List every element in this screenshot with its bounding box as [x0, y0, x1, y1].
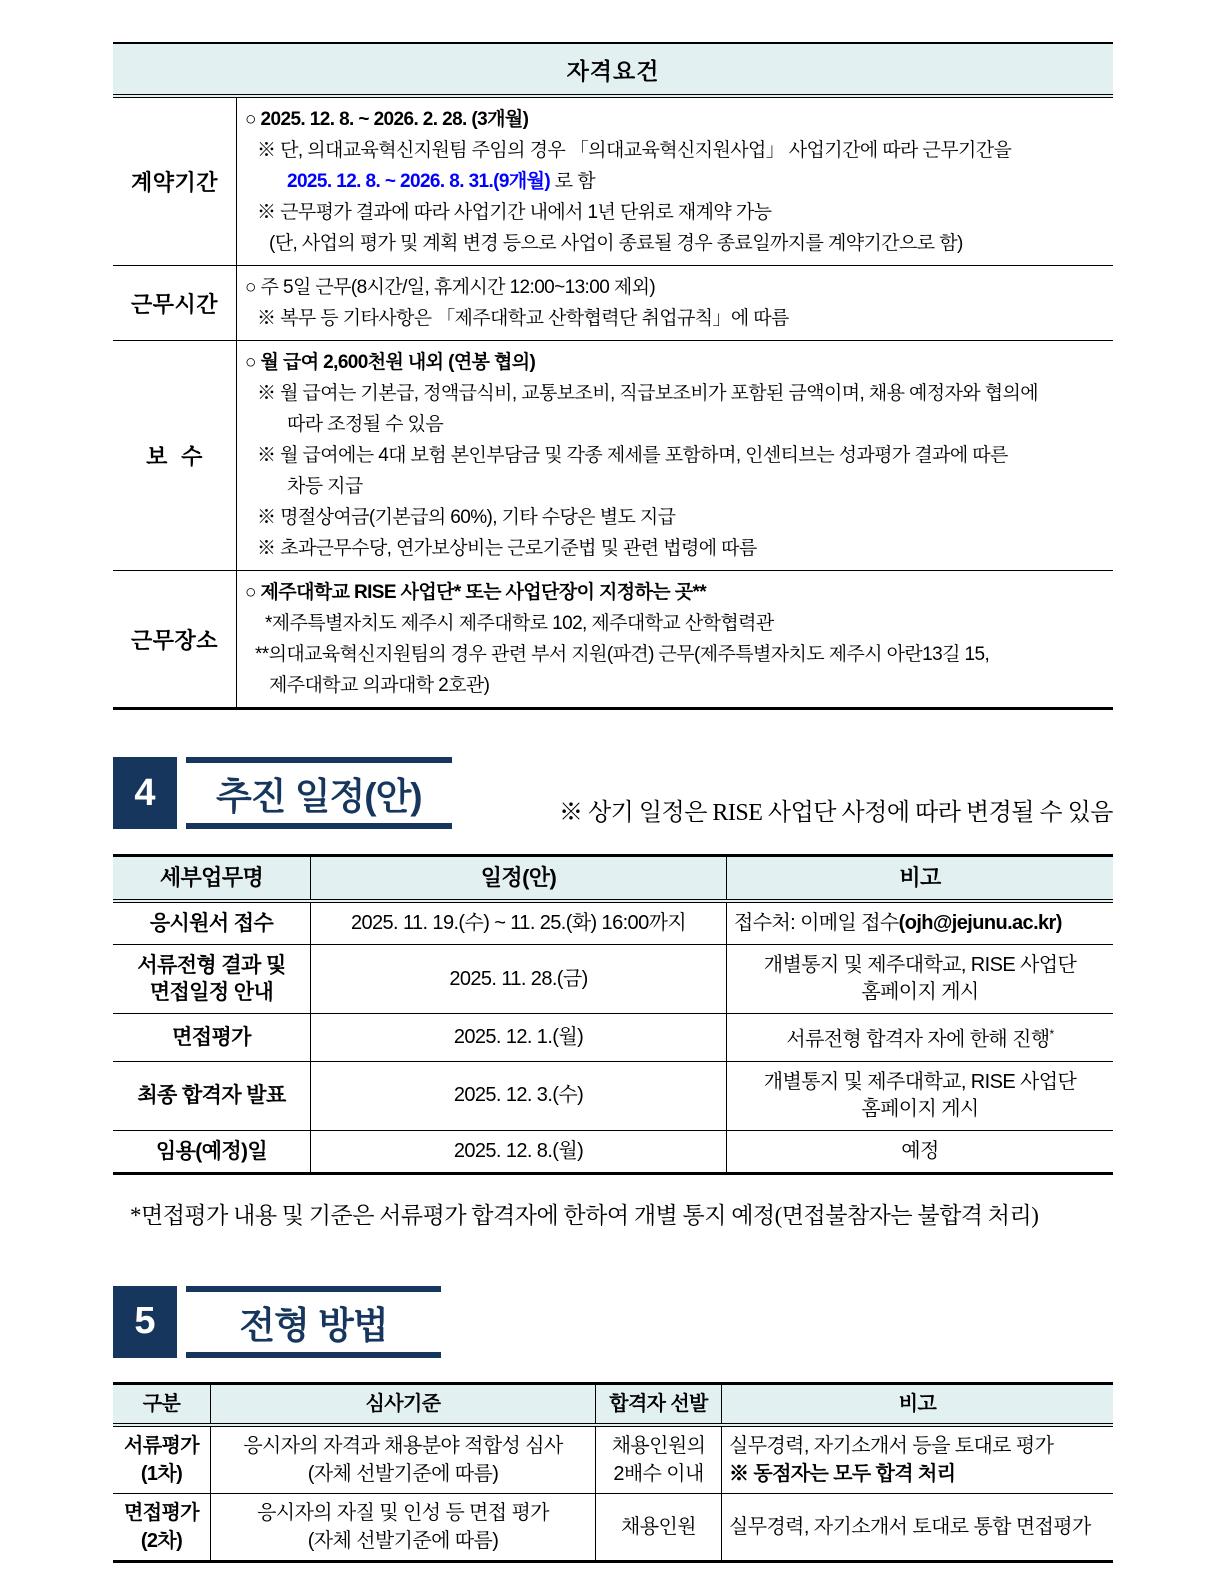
schedule-row-final-result — [113, 1062, 1113, 1131]
header-cell-date: 일정(안) — [311, 857, 727, 899]
content-line — [239, 166, 1111, 197]
document-page — [0, 42, 1228, 1585]
section-4-heading — [113, 757, 1113, 829]
content-line: ○ 월 급여 2,600천원 내외 (연봉 협의) — [245, 352, 536, 373]
cell-date: 2025. 12. 3.(수) — [311, 1062, 727, 1130]
cell-task: 응시원서 접수 — [113, 903, 311, 944]
content-line: 제주대학교 의과대학 2호관) — [269, 675, 490, 696]
cell-date: 2025. 11. 19.(수) ~ 11. 25.(화) 16:00까지 — [311, 903, 727, 944]
content-line: ○ 제주대학교 RISE 사업단* 또는 사업단장이 지정하는 곳** — [245, 582, 707, 603]
content-line: ※ 근무평가 결과에 따라 사업기간 내에서 1년 단위로 재계약 가능 — [257, 202, 772, 223]
note-line: 접수처: 이메일 접수(ojh@jejunu.ac.kr) — [734, 912, 1062, 934]
section-4-number-badge: 4 — [113, 757, 177, 829]
row-content — [237, 341, 1113, 570]
cell-task: 면접평가 — [113, 1014, 311, 1061]
schedule-row-application — [113, 903, 1113, 945]
cell-note: 예정 — [901, 1139, 939, 1162]
cell-task: 서류전형 결과 및 면접일정 안내 — [113, 945, 311, 1013]
selection-table — [113, 1382, 1113, 1563]
header-cell-type: 구분 — [113, 1385, 211, 1423]
document-content — [113, 42, 1113, 1563]
selection-row-document-screening — [113, 1427, 1113, 1494]
email-address: (ojh@jejunu.ac.kr) — [898, 912, 1062, 934]
content-line: *제주특별자치도 제주시 제주대학로 102, 제주대학교 산학협력관 — [265, 613, 774, 634]
section-5-heading — [113, 1286, 1113, 1358]
row-label: 계약기간 — [113, 98, 237, 265]
cell-date: 2025. 12. 8.(월) — [311, 1131, 727, 1172]
schedule-footnote: *면접평가 내용 및 기준은 서류평가 합격자에 한하여 개별 통지 예정(면접불참자는 불합격 처리) — [130, 1202, 1039, 1228]
section-4-title: 추진 일정(안) — [186, 757, 452, 829]
cell-type: 면접평가 (2차) — [113, 1494, 211, 1560]
content-line: ○ 2025. 12. 8. ~ 2026. 2. 28. (3개월) — [245, 109, 529, 130]
table-row-contract-period — [113, 98, 1113, 266]
content-line: ※ 초과근무수당, 연가보상비는 근로기준법 및 관련 법령에 따름 — [257, 538, 757, 559]
table-row-working-hours — [113, 266, 1113, 341]
cell-note: 실무경력, 자기소개서 등을 토대로 평가 ※ 동점자는 모두 합격 처리 — [729, 1434, 1054, 1485]
schedule-row-document-result — [113, 945, 1113, 1014]
footnote-marker: * — [1049, 1027, 1054, 1041]
row-content — [237, 571, 1113, 707]
header-cell-task: 세부업무명 — [113, 857, 311, 899]
content-line: 따라 조정될 수 있음 — [287, 414, 444, 435]
qualification-table — [113, 42, 1113, 710]
content-line: ※ 명절상여금(기본급의 60%), 기타 수당은 별도 지급 — [257, 507, 676, 528]
row-label: 보 수 — [113, 341, 237, 570]
schedule-row-appointment — [113, 1131, 1113, 1172]
row-label: 근무장소 — [113, 571, 237, 707]
content-line: ※ 단, 의대교육혁신지원팀 주임의 경우 「의대교육혁신지원사업」 사업기간에 따라 근무기간을 — [257, 140, 1012, 161]
content-line: ※ 월 급여에는 4대 보험 본인부담금 및 각종 제세를 포함하며, 인센티브는 성과평가 결과에 따른 — [257, 445, 1008, 466]
schedule-row-interview — [113, 1014, 1113, 1062]
cell-quota: 채용인원 — [596, 1494, 722, 1560]
section-5-number-badge: 5 — [113, 1286, 177, 1358]
cell-type: 서류평가 (1차) — [113, 1427, 211, 1493]
cell-quota: 채용인원의 2배수 이내 — [596, 1427, 722, 1493]
cell-criteria: 응시자의 자질 및 인성 등 면접 평가 (자체 선발기준에 따름) — [211, 1494, 596, 1560]
schedule-table — [113, 854, 1113, 1175]
content-line: **의대교육혁신지원팀의 경우 관련 부서 지원(파견) 근무(제주특별자치도 제주시 아란13길 15, — [255, 644, 990, 665]
highlighted-date: 2025. 12. 8. ~ 2026. 8. 31.(9개월) — [287, 171, 551, 192]
cell-note: 개별통지 및 제주대학교, RISE 사업단 홈페이지 게시 — [763, 954, 1077, 1003]
cell-task: 임용(예정)일 — [113, 1131, 311, 1172]
row-content — [237, 266, 1113, 340]
content-line: (단, 사업의 평가 및 계획 변경 등으로 사업이 종료될 경우 종료일까지를 계약기간으로 함) — [269, 233, 963, 254]
content-line-rest: 로 함 — [550, 171, 595, 192]
table-row-work-location — [113, 571, 1113, 707]
row-content — [237, 98, 1113, 265]
cell-date: 2025. 12. 1.(월) — [311, 1014, 727, 1061]
cell-task: 최종 합격자 발표 — [113, 1062, 311, 1130]
selection-row-interview-screening — [113, 1494, 1113, 1560]
schedule-table-header — [113, 857, 1113, 903]
cell-note: 서류전형 합격자 자에 한해 진행* — [786, 1027, 1054, 1051]
cell-criteria: 응시자의 자격과 채용분야 적합성 심사 (자체 선발기준에 따름) — [211, 1427, 596, 1493]
cell-note: 실무경력, 자기소개서 토대로 통합 면접평가 — [729, 1515, 1091, 1538]
header-cell-note: 비고 — [899, 865, 941, 890]
header-cell-note: 비고 — [898, 1392, 937, 1415]
cell-date: 2025. 11. 28.(금) — [311, 945, 727, 1013]
header-cell-criteria: 심사기준 — [211, 1385, 596, 1423]
cell-note — [727, 903, 1113, 944]
cell-note: 개별통지 및 제주대학교, RISE 사업단 홈페이지 게시 — [763, 1070, 1077, 1120]
row-label: 근무시간 — [113, 266, 237, 340]
section-4-note: ※ 상기 일정은 RISE 사업단 사정에 따라 변경될 수 있음 — [558, 800, 1113, 826]
qualification-table-title: 자격요건 — [113, 44, 1113, 98]
content-line: 차등 지급 — [287, 476, 363, 497]
content-line: ○ 주 5일 근무(8시간/일, 휴게시간 12:00~13:00 제외) — [245, 277, 656, 298]
content-line: ※ 월 급여는 기본급, 정액급식비, 교통보조비, 직급보조비가 포함된 금액이며, 채용 예정자와 협의에 — [257, 383, 1038, 404]
header-cell-quota: 합격자 선발 — [596, 1385, 722, 1423]
content-line: ※ 복무 등 기타사항은 「제주대학교 산학협력단 취업규칙」에 따름 — [257, 308, 789, 329]
table-row-compensation — [113, 341, 1113, 571]
section-5-title: 전형 방법 — [186, 1286, 441, 1358]
selection-table-header — [113, 1385, 1113, 1427]
